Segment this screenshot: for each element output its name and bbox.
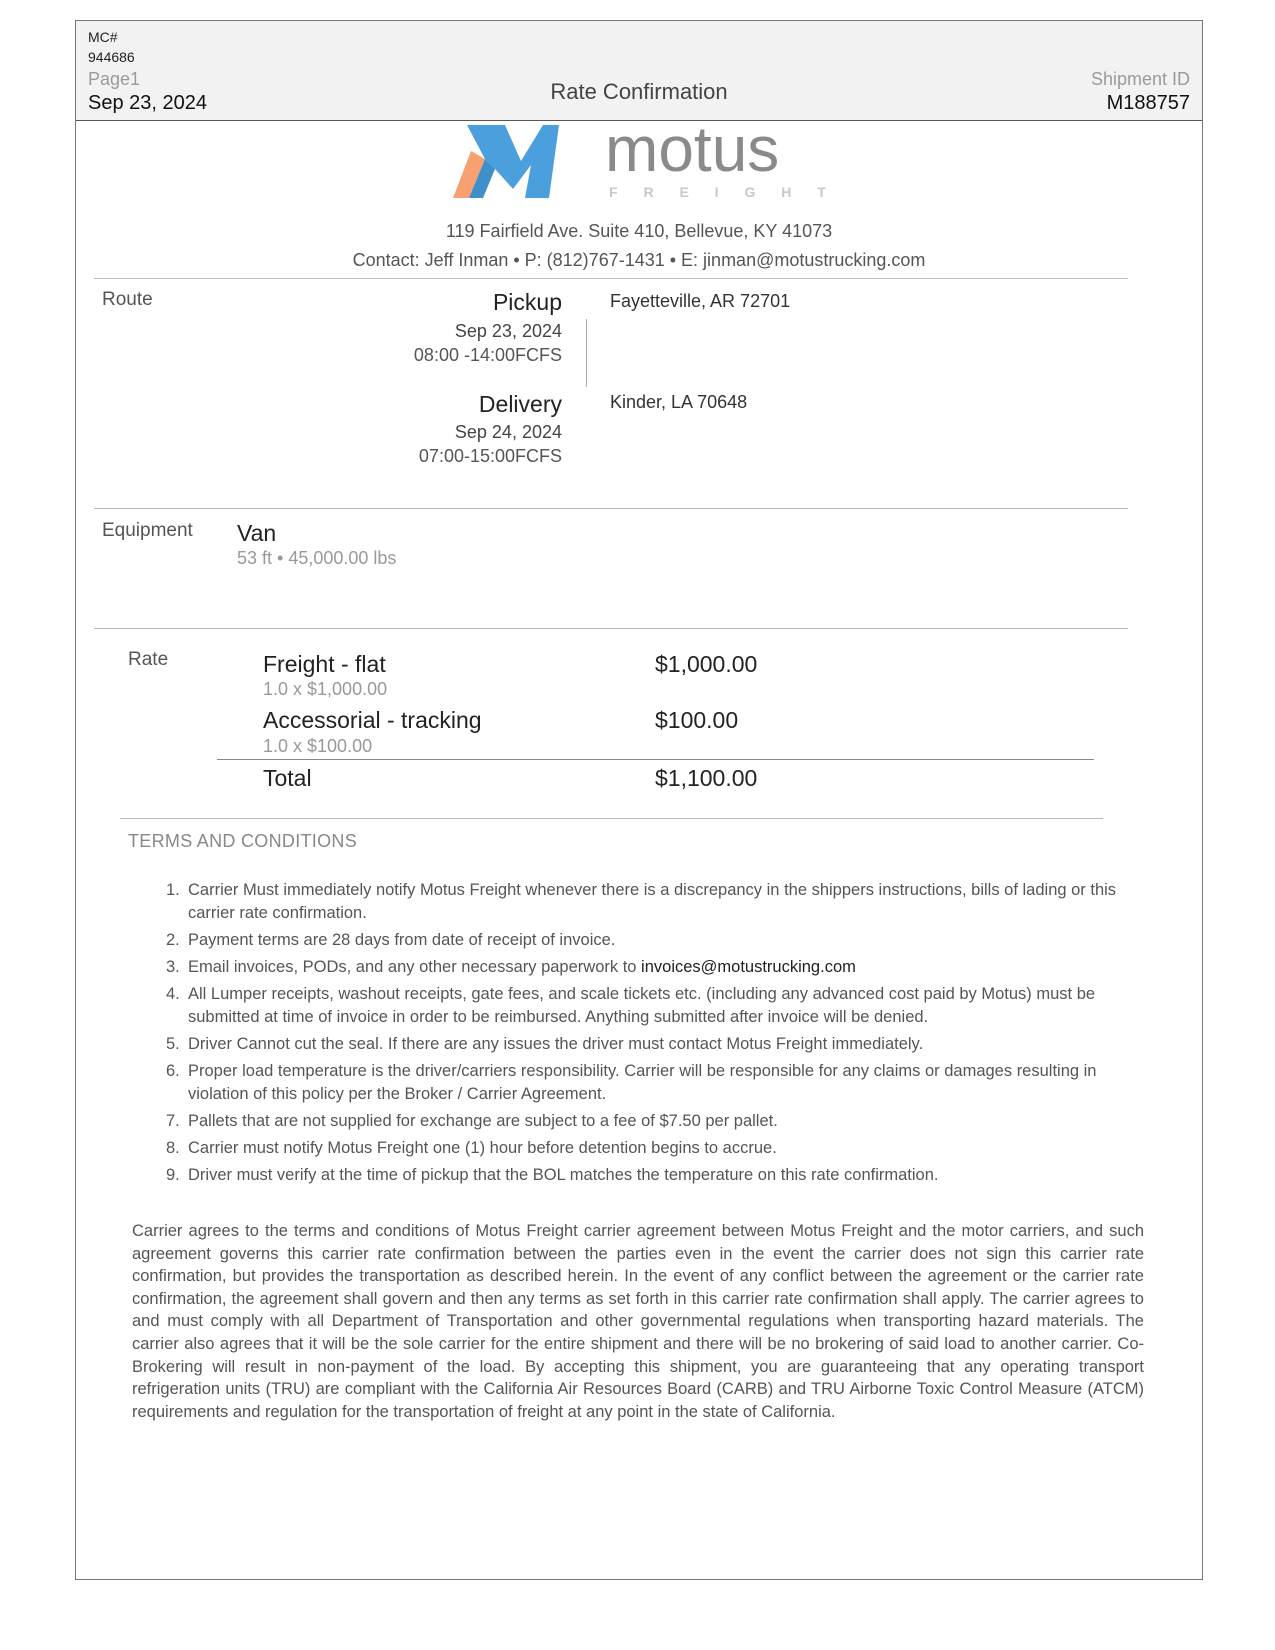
terms-item-text: Email invoices, PODs, and any other necessary paperwork to bbox=[188, 958, 642, 976]
carrier-agreement-text: Carrier agrees to the terms and conditions of Motus Freight carrier agreement between Motus Freight and the motor carriers, and such agreement governs this carrier rate confirmation between the parties even in the event the carrier does not sign this carrier rate confirmation, but provides the transportation as described herein. In the event of any conflict between the agreement or the carrier rate confirmation, the agreement shall govern and then any terms as set forth in this carrier rate confirmation shall apply. The carrier agrees to and must comply with all Department of Transportation and other governmental regulations when transporting hazard materials. The carrier also agrees that it will be the sole carrier for the entire shipment and there will be no brokering of said load to another carrier. Co-Brokering will result in non-payment of the load. By accepting this shipment, you are guaranteeing that any operating transport refrigeration units (TRU) are compliant with the California Air Resources Board (CARB) and TRU Airborne Toxic Control Measure (ATCM) requirements and regulation for the transportation of freight at any point in the state of California. bbox=[132, 1222, 1144, 1421]
rate-confirmation-document bbox=[75, 20, 1203, 1580]
rate-total-amount: $1,100.00 bbox=[655, 765, 758, 791]
header-date: Sep 23, 2024 bbox=[88, 92, 207, 114]
rate-item-calc: 1.0 x $1,000.00 bbox=[263, 679, 388, 699]
document-header bbox=[76, 21, 1202, 121]
equipment-detail: 53 ft • 45,000.00 lbs bbox=[237, 548, 397, 568]
terms-item-number: 1. bbox=[166, 881, 180, 899]
terms-item-number: 9. bbox=[166, 1166, 180, 1184]
rate-item-amount: $100.00 bbox=[655, 707, 739, 733]
terms-list bbox=[168, 879, 1128, 1191]
terms-heading: TERMS AND CONDITIONS bbox=[128, 831, 358, 851]
pickup-time: 08:00 -14:00FCFS bbox=[413, 345, 562, 365]
terms-item-number: 5. bbox=[166, 1035, 180, 1053]
terms-item-text: All Lumper receipts, washout receipts, gate fees, and scale tickets etc. (including any advanced cost paid by Motus) must be submitted at time of invoice in order to be reimbursed. Anything submitted after invoice will be denied. bbox=[188, 985, 1096, 1026]
terms-item-number: 2. bbox=[166, 931, 180, 949]
divider bbox=[94, 508, 1128, 509]
company-contact: Contact: Jeff Inman • P: (812)767-1431 • E: jinman@motustrucking.com bbox=[352, 250, 926, 270]
rate-label: Rate bbox=[128, 649, 169, 670]
logo-wordmark: motus bbox=[605, 123, 780, 185]
terms-item bbox=[168, 1110, 1128, 1133]
divider bbox=[94, 628, 1128, 629]
terms-item-number: 8. bbox=[166, 1139, 180, 1157]
pickup-location: Fayetteville, AR 72701 bbox=[610, 291, 791, 311]
company-address: 119 Fairfield Ave. Suite 410, Bellevue, KY 41073 bbox=[445, 221, 833, 241]
rate-total-label: Total bbox=[263, 765, 312, 791]
rate-item-amount: $1,000.00 bbox=[655, 651, 758, 677]
terms-item bbox=[168, 1060, 1128, 1106]
shipment-id: M188757 bbox=[1106, 92, 1190, 114]
pickup-date: Sep 23, 2024 bbox=[454, 321, 562, 341]
divider bbox=[94, 278, 1128, 279]
logo-subtext: F R E I G H T bbox=[609, 184, 837, 200]
pickup-title: Pickup bbox=[492, 289, 562, 315]
terms-item-number: 7. bbox=[166, 1112, 180, 1130]
terms-item-number: 4. bbox=[166, 985, 180, 1003]
terms-item-text: Payment terms are 28 days from date of receipt of invoice. bbox=[188, 931, 616, 949]
terms-item-text: Proper load temperature is the driver/carriers responsibility. Carrier will be responsible for any claims or damages resulting in violation of this policy per the Broker / Carrier Agreement. bbox=[188, 1062, 1097, 1103]
terms-item bbox=[168, 983, 1128, 1029]
rate-item-name: Accessorial - tracking bbox=[263, 707, 482, 733]
delivery-location: Kinder, LA 70648 bbox=[610, 392, 748, 412]
mc-number: 944686 bbox=[88, 49, 135, 65]
delivery-date: Sep 24, 2024 bbox=[454, 422, 562, 442]
mc-label: MC# bbox=[88, 29, 118, 45]
terms-item-text: Driver Cannot cut the seal. If there are any issues the driver must contact Motus Freight immediately. bbox=[188, 1035, 924, 1053]
terms-item bbox=[168, 1137, 1128, 1160]
equipment-type: Van bbox=[237, 520, 277, 546]
terms-item bbox=[168, 879, 1128, 925]
rate-item-name: Freight - flat bbox=[263, 651, 386, 677]
route-label: Route bbox=[102, 289, 153, 310]
terms-item bbox=[168, 1033, 1128, 1056]
invoice-email-link[interactable]: invoices@motustrucking.com bbox=[641, 958, 856, 976]
document-title: Rate Confirmation bbox=[550, 79, 728, 104]
terms-item-number: 3. bbox=[166, 958, 180, 976]
equipment-label: Equipment bbox=[102, 520, 193, 541]
terms-item-text: Carrier must notify Motus Freight one (1) hour before detention begins to accrue. bbox=[188, 1139, 777, 1157]
motus-freight-logo bbox=[453, 123, 853, 231]
terms-item bbox=[168, 956, 1128, 979]
shipment-id-label: Shipment ID bbox=[1090, 69, 1190, 89]
route-connector bbox=[586, 319, 587, 387]
delivery-title: Delivery bbox=[478, 391, 562, 417]
terms-item-text: Pallets that are not supplied for exchange are subject to a fee of $7.50 per pallet. bbox=[188, 1112, 778, 1130]
terms-item-text: Driver must verify at the time of pickup that the BOL matches the temperature on this rate confirmation. bbox=[188, 1166, 939, 1184]
rate-total-divider bbox=[217, 759, 1094, 760]
terms-item-text: Carrier Must immediately notify Motus Freight whenever there is a discrepancy in the shippers instructions, bills of lading or this carrier rate confirmation. bbox=[188, 881, 1117, 922]
terms-item-number: 6. bbox=[166, 1062, 180, 1080]
page-label: Page1 bbox=[88, 69, 141, 89]
terms-item bbox=[168, 929, 1128, 952]
divider bbox=[120, 818, 1103, 819]
rate-item-calc: 1.0 x $100.00 bbox=[263, 736, 373, 756]
delivery-time: 07:00-15:00FCFS bbox=[418, 446, 562, 466]
terms-item bbox=[168, 1164, 1128, 1187]
